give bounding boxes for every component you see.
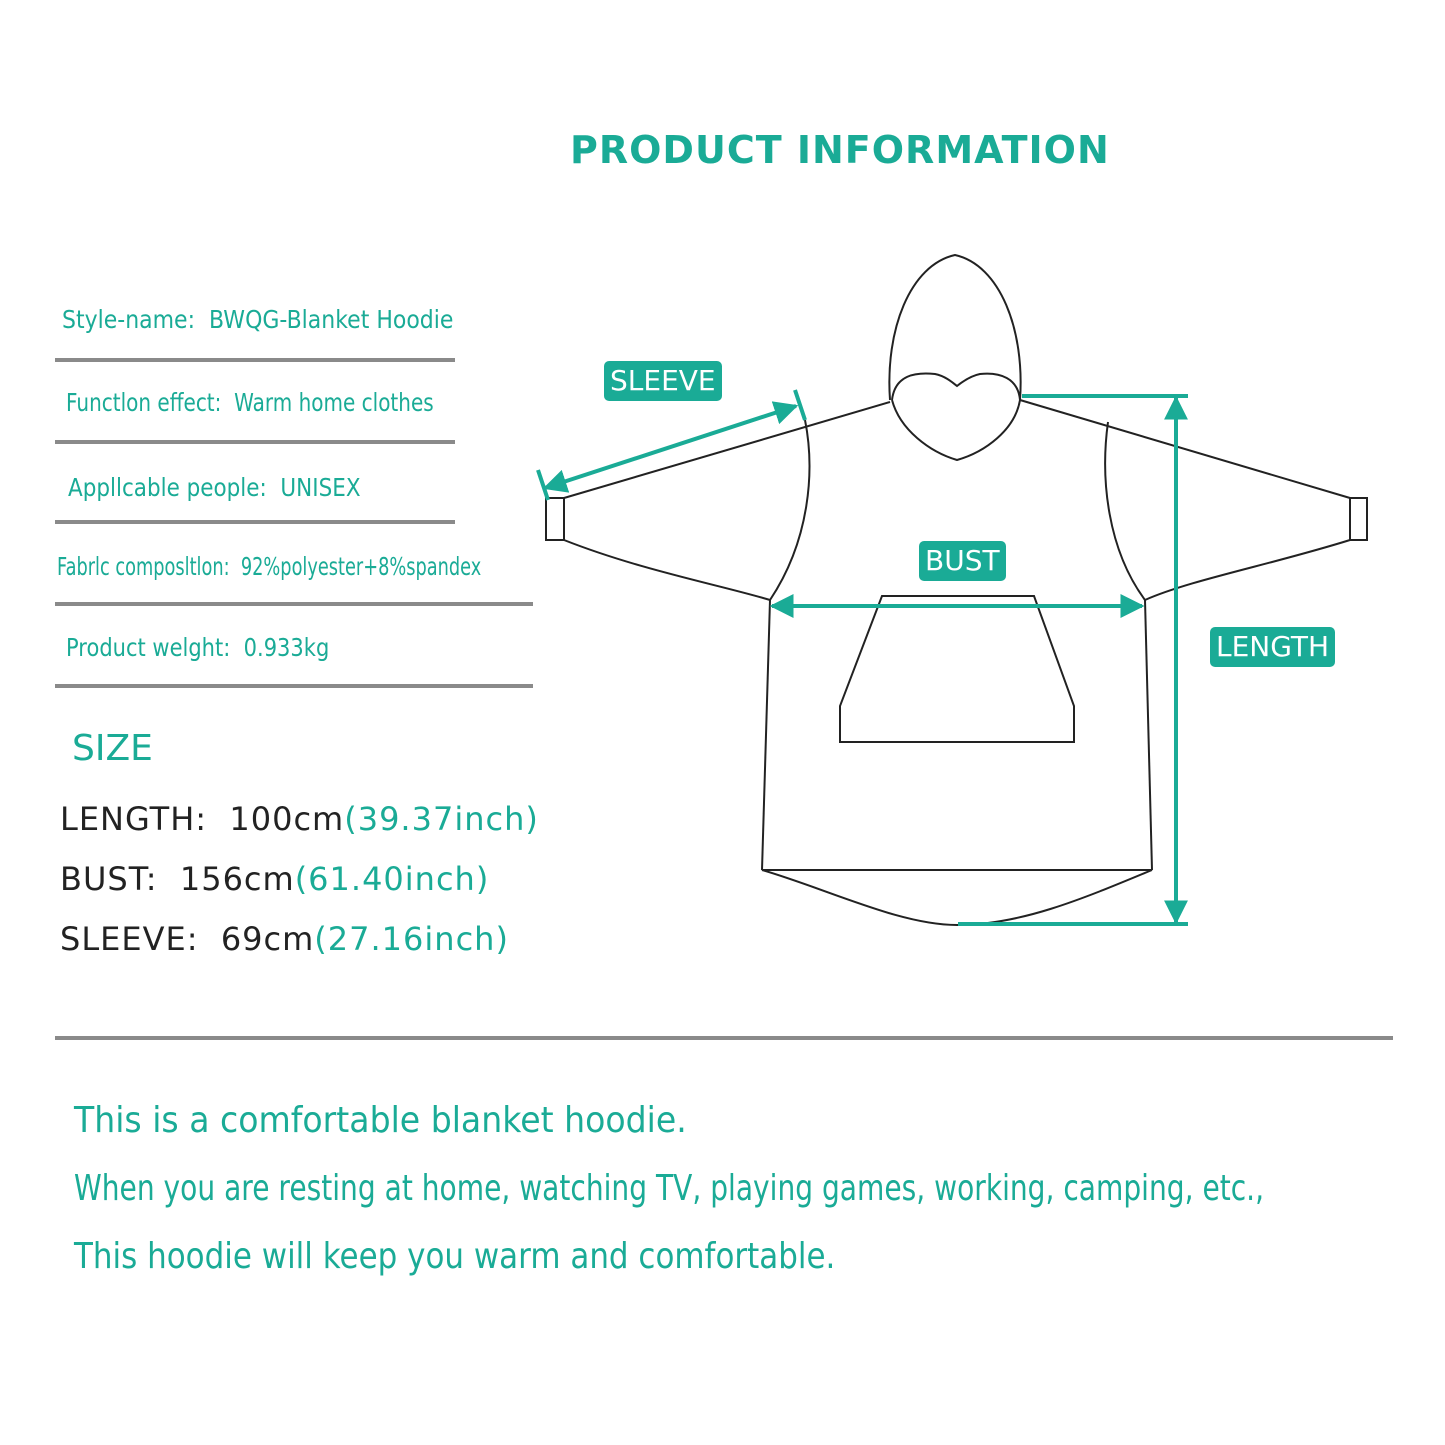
length-label: LENGTH (1210, 627, 1335, 667)
size-label: SLEEVE: (60, 920, 199, 958)
spec-value: Warm home clothes (234, 388, 434, 417)
hood-inner (892, 373, 1020, 400)
description-line-1: This is a comfortable blanket hoodie. (74, 1100, 687, 1141)
size-label: LENGTH: (60, 800, 208, 838)
spec-value: UNISEX (280, 473, 361, 502)
size-cm: 100cm (229, 800, 345, 838)
bust-label: BUST (919, 541, 1006, 581)
description-line-3: This hoodie will keep you warm and comfortable. (74, 1236, 836, 1277)
spec-label: Fabrlc composltlon: (57, 552, 230, 581)
sleeve-tick-right (795, 390, 805, 420)
sleeve-measure-line (545, 406, 796, 488)
spec-value: 92%polyester+8%spandex (240, 552, 482, 581)
left-cuff (546, 498, 564, 540)
spec-label: Product welght: (66, 633, 231, 662)
pocket (840, 596, 1074, 742)
description-line-2: When you are resting at home, watching TV, playing games, working, camping, etc., (74, 1168, 1265, 1209)
size-cm: 156cm (179, 860, 295, 898)
size-label: BUST: (60, 860, 158, 898)
size-inch: (39.37inch) (344, 800, 539, 838)
size-inch: (27.16inch) (314, 920, 509, 958)
left-sleeve-top (564, 402, 890, 498)
left-armhole (770, 420, 809, 600)
hood-outer (889, 255, 1020, 400)
spec-label: Functlon effect: (66, 388, 222, 417)
section-divider (55, 1036, 1393, 1040)
sleeve-label: SLEEVE (604, 361, 722, 401)
size-inch: (61.40inch) (294, 860, 490, 898)
spec-label: Style-name: (62, 305, 196, 334)
spec-label: Appllcable people: (68, 473, 267, 502)
body-right-side (1145, 600, 1152, 870)
spec-value: 0.933kg (243, 633, 330, 662)
right-armhole (1105, 422, 1145, 600)
spec-value: BWQG-Blanket Hoodie (209, 305, 454, 334)
right-cuff (1350, 498, 1367, 540)
measurements (538, 390, 1188, 924)
body-hem-curve (762, 870, 1152, 925)
left-sleeve-bottom (564, 540, 770, 600)
page-title: PRODUCT INFORMATION (570, 128, 1110, 172)
hood-opening (892, 400, 1020, 460)
body-left-side (762, 600, 770, 870)
sleeve-tick-left (538, 470, 548, 500)
hoodie-outline (546, 255, 1367, 925)
size-cm: 69cm (220, 920, 315, 958)
size-heading: SIZE (72, 728, 153, 769)
right-sleeve-top (1020, 400, 1350, 498)
